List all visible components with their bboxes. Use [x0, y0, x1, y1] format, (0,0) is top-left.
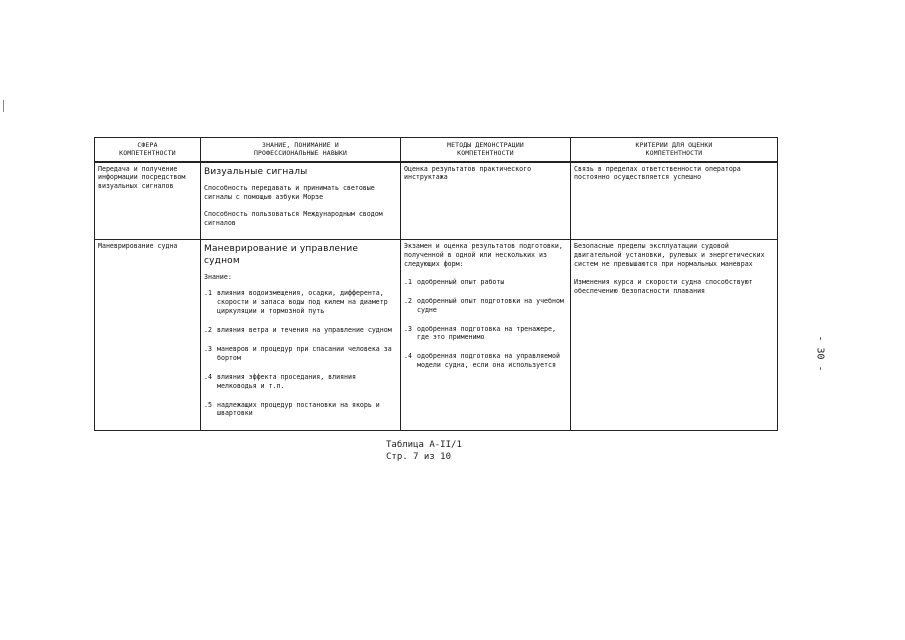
cell-sphere: Маневрирование судна — [95, 240, 201, 431]
list-item: .2 одобренный опыт подготовки на учебном судне — [404, 296, 564, 314]
list-item: .1 влияния водоизмещения, осадки, дифферента, скорости и запаса воды под килем на диаметр циркуляции и тормозной путь — [204, 289, 388, 316]
table-caption: Таблица A-II/1 — [386, 440, 462, 450]
cell-methods: Экзамен и оценка результатов подготовки, полученной в одной или нескольких из следующих форм: .1 одобренный опыт работы .2 одобренный опыт подготовки на учебном судне .3 одобренная подготовка на тренажере, где это применимо .4 одобренная подготовка на управляемой модели судна, если она используется — [401, 240, 571, 431]
cell-criteria: Безопасные пределы эксплуатации судовой двигательной установки, рулевых и энергетических систем не превышаются при нормальных маневрах Изменения курса и скорости судна способствуют обеспечению безопасности плавания — [571, 240, 778, 431]
page-number: - 30 - — [814, 335, 826, 372]
header-sphere: СФЕРА КОМПЕТЕНТНОСТИ — [95, 138, 201, 162]
list-item: .4 влияния эффекта проседания, влияния мелководья и т.п. — [204, 372, 356, 390]
list-item: .2 влияния ветра и течения на управление судном — [204, 326, 392, 335]
competence-table — [94, 137, 778, 431]
cell-sphere: Передача и получение информации посредством визуальных сигналов — [95, 162, 201, 240]
cell-criteria: Связь в пределах ответственности оператора постоянно осуществляется успешно — [571, 162, 778, 240]
header-methods: МЕТОДЫ ДЕМОНСТРАЦИИ КОМПЕТЕНТНОСТИ — [401, 138, 571, 162]
table-header-row — [95, 138, 778, 162]
cell-methods: Оценка результатов практического инструктажа — [401, 162, 571, 240]
header-knowledge: ЗНАНИЕ, ПОНИМАНИЕ И ПРОФЕССИОНАЛЬНЫЕ НАВЫКИ — [201, 138, 401, 162]
list-item: .3 одобренная подготовка на тренажере, где это применимо — [404, 324, 556, 342]
knowledge-title: Визуальные сигналы — [204, 166, 308, 177]
knowledge-title: Маневрирование и управление судном — [204, 244, 359, 267]
table-row — [95, 240, 778, 431]
header-criteria: КРИТЕРИИ ДЛЯ ОЦЕНКИ КОМПЕТЕНТНОСТИ — [571, 138, 778, 162]
list-item: .4 одобренная подготовка на управляемой модели судна, если она используется — [404, 352, 560, 370]
table-row — [95, 162, 778, 240]
page-counter: Стр. 7 из 10 — [386, 452, 452, 462]
list-item: .3 маневров и процедур при спасании человека за бортом — [204, 344, 392, 362]
cell-knowledge: Визуальные сигналы Способность передавать и принимать световые сигналы с помощью азбуки Морзе Способность пользоваться Международным сводом сигналов — [201, 162, 401, 240]
cell-knowledge: Маневрирование и управление судном Знание: .1 влияния водоизмещения, осадки, дифферента, скорости и запаса воды под килем на диаметр циркуляции и тормозной путь .2 влияния ветра и течения на управление судном .3 маневров и процедур при спасании человека за бортом .4 влияния эффекта проседания, влияния мелководья и т.п. .5 надлежащих процедур постановки на якорь и швартовки — [201, 240, 401, 431]
list-item: .5 надлежащих процедур постановки на якорь и швартовки — [204, 400, 380, 418]
list-item: .1 одобренный опыт работы — [404, 277, 505, 286]
scan-edge-mark — [3, 100, 4, 112]
